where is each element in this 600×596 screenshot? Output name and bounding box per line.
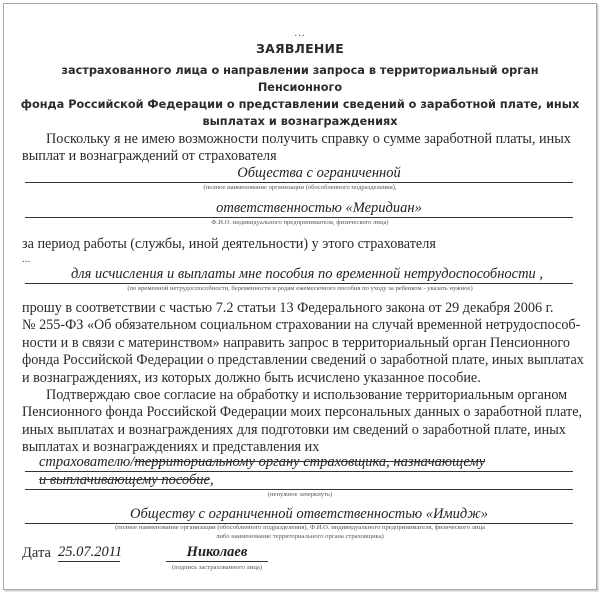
period-ellipsis: ... <box>22 253 31 266</box>
consent-line: выплатах и вознаграждениях и представления их <box>22 439 320 456</box>
date-label: Дата <box>22 545 51 561</box>
signature-caption: (подпись застрахованного лица) <box>171 564 263 571</box>
benefit-purpose-value: для исчисления и выплаты мне пособия по временной нетрудоспособности , <box>70 266 544 282</box>
recipient-choice-caption: (ненужное зачеркнуть) <box>267 491 333 498</box>
recipient-org-caption-2: либо наименование территориального органа страховщика) <box>216 533 384 540</box>
request-line: ности и в связи с материнством» направить запрос в территориальный орган Пенсионного <box>22 334 570 351</box>
subtitle-line: фонда Российской Федерации о представлении сведений о заработной плате, иных <box>20 98 580 111</box>
signature-field[interactable]: Николаев <box>166 543 268 562</box>
employer-name-field-2[interactable] <box>25 199 573 218</box>
request-line: № 255-ФЗ «Об обязательном социальном страховании на случай временной нетрудоспособ- <box>22 317 581 334</box>
request-line: прошу в соответствии с частью 7.2 статьи 13 Федерального закона от 29 декабря 2006 г. <box>22 300 554 316</box>
consent-line: Пенсионного фонда Российской Федерации моих персональных данных о заработной плате, <box>22 404 583 421</box>
recipient-option-fss-struck-cont: и выплачивающему пособие <box>39 472 210 488</box>
recipient-org-caption-1: (полное наименование организации (обособленного подразделения), Ф.И.О. индивидуального предпринимателя, физического лица <box>115 524 485 531</box>
intro-paragraph <box>22 131 582 166</box>
request-line: и вознаграждениях, из которых должно быть исчислено указанное пособие. <box>22 369 481 386</box>
employer-name-field-1[interactable] <box>25 164 573 183</box>
recipient-org-field[interactable] <box>25 505 573 524</box>
period-paragraph <box>22 236 582 265</box>
recipient-option-fss-struck: территориальному органу страховщика, назначающему <box>134 454 486 470</box>
employer-caption-2: Ф.И.О. индивидуального предпринимателя, физического лица) <box>211 219 389 226</box>
header-ellipsis: ... <box>294 27 306 39</box>
recipient-trailing-comma: , <box>209 472 214 488</box>
recipient-org-value: Обществу с ограниченной ответственностью «Имидж» <box>129 506 488 522</box>
request-line: фонда Российской Федерации о представлении сведений о заработной плате, иных выплатах <box>22 352 584 369</box>
benefit-purpose-field[interactable] <box>25 265 573 284</box>
document-title: ЗАЯВЛЕНИЕ <box>256 41 344 56</box>
recipient-choice-field-2[interactable] <box>25 471 573 490</box>
period-text: за период работы (службы, иной деятельности) у этого страхователя <box>22 236 436 252</box>
subtitle-line: выплатах и вознаграждениях <box>202 115 398 128</box>
request-paragraph <box>22 300 582 387</box>
date-field[interactable]: 25.07.2011 <box>58 544 123 560</box>
intro-line: выплат и вознаграждений от страхователя <box>22 148 277 165</box>
document-subtitle <box>20 62 580 130</box>
intro-line: Поскольку я не имею возможности получить справку о сумме заработной платы, иных <box>46 131 571 147</box>
consent-paragraph <box>22 387 582 457</box>
employer-name-value-2: ответственностью «Меридиан» <box>216 200 422 216</box>
consent-line: иных выплатах и вознаграждениях для подготовки им сведений о заработной плате, иных <box>22 421 566 438</box>
recipient-choice-field-1[interactable] <box>25 453 573 472</box>
recipient-option-insurer: страхователю/ <box>39 454 135 470</box>
employer-caption-1: (полное наименование организации (обособленного подразделения), <box>203 184 397 191</box>
employer-name-value-1: Общества с ограниченной <box>237 165 401 181</box>
consent-line: Подтверждаю свое согласие на обработку и использование территориальным органом <box>46 387 568 403</box>
benefit-purpose-caption: (по временной нетрудоспособности, беременности и родам ежемесячного пособия по уходу за ребенком - указать нужное) <box>127 285 473 292</box>
subtitle-line: застрахованного лица о направлении запроса в территориальный орган Пенсионного <box>61 64 539 94</box>
